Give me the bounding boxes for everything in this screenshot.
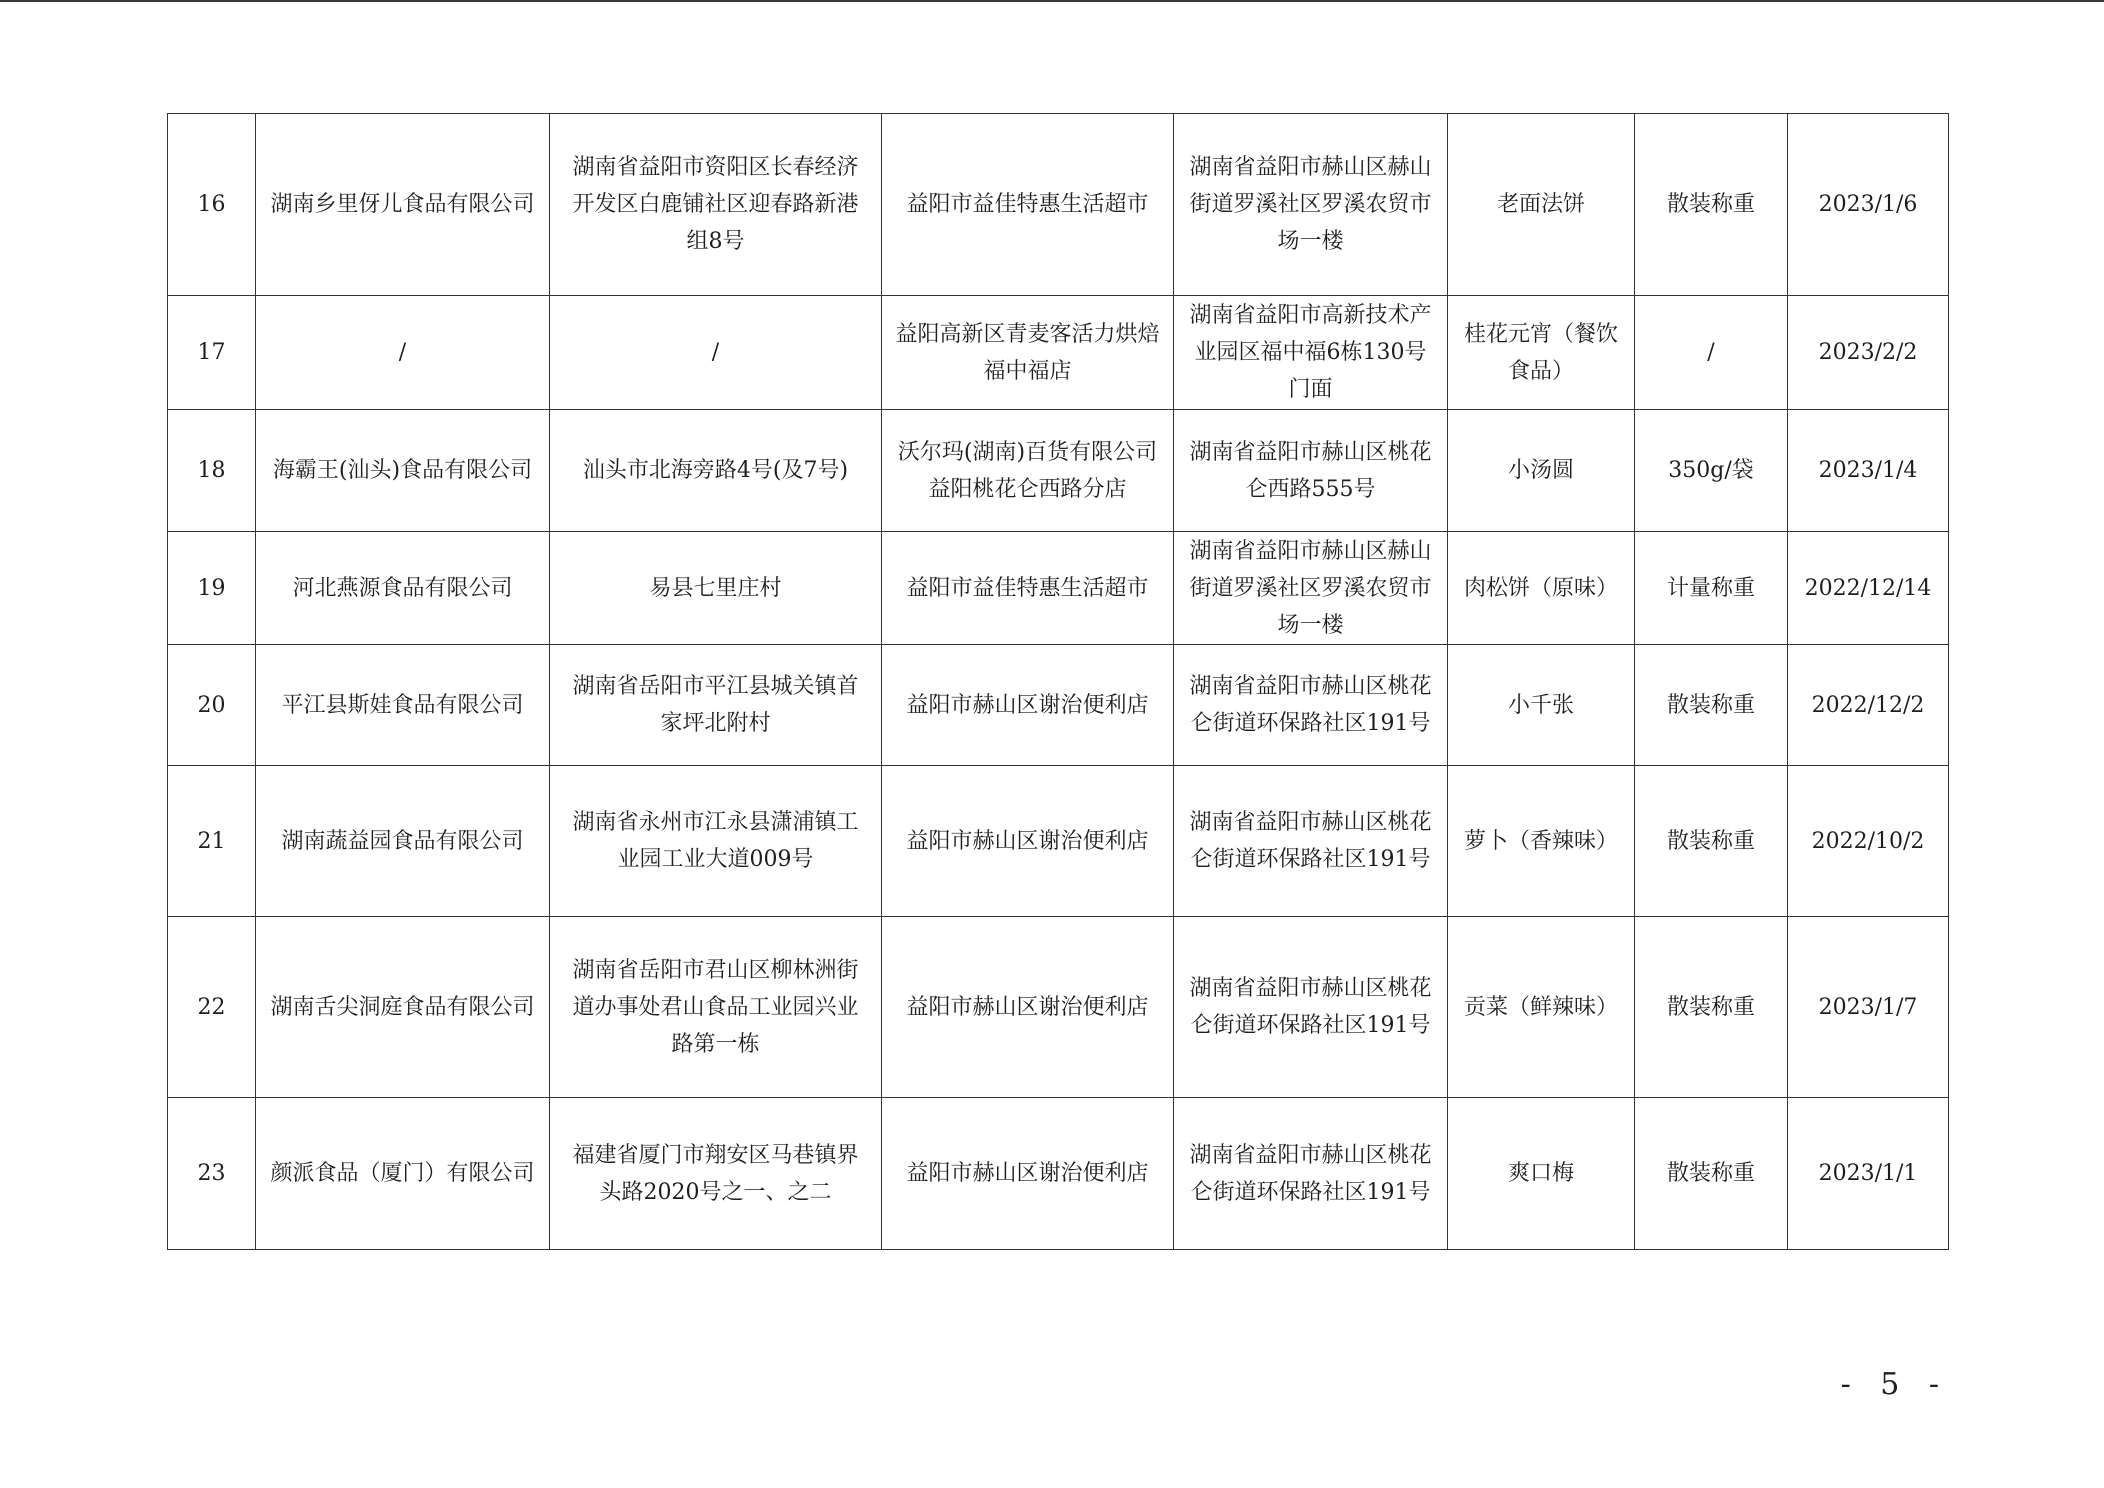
seller-name-cell: 益阳市赫山区谢治便利店 [882,645,1174,766]
table-row [168,766,1949,917]
row-number-cell: 23 [168,1098,256,1250]
seller-name-cell: 益阳市益佳特惠生活超市 [882,114,1174,296]
seller-name-cell: 益阳市益佳特惠生活超市 [882,532,1174,645]
producer-name-cell: 平江县斯娃食品有限公司 [256,645,550,766]
producer-name-cell: 海霸王(汕头)食品有限公司 [256,410,550,532]
producer-name-cell: 湖南舌尖洞庭食品有限公司 [256,917,550,1098]
table-row [168,532,1949,645]
seller-address-cell: 湖南省益阳市赫山区桃花仑西路555号 [1174,410,1448,532]
production-date-cell: 2023/2/2 [1788,296,1949,410]
production-date-cell: 2022/12/14 [1788,532,1949,645]
production-date-cell: 2023/1/1 [1788,1098,1949,1250]
specification-cell: 散装称重 [1635,1098,1788,1250]
producer-address-cell: 福建省厦门市翔安区马巷镇界头路2020号之一、之二 [550,1098,882,1250]
producer-address-cell: 汕头市北海旁路4号(及7号) [550,410,882,532]
producer-address-cell: 湖南省益阳市资阳区长春经济开发区白鹿铺社区迎春路新港组8号 [550,114,882,296]
row-number-cell: 18 [168,410,256,532]
row-number-cell: 19 [168,532,256,645]
producer-name-cell: 湖南乡里伢儿食品有限公司 [256,114,550,296]
production-date-cell: 2022/12/2 [1788,645,1949,766]
product-name-cell: 桂花元宵（餐饮食品） [1448,296,1635,410]
specification-cell: 散装称重 [1635,114,1788,296]
page-number: - 5 - [1840,1367,1949,1402]
production-date-cell: 2023/1/4 [1788,410,1949,532]
seller-name-cell: 益阳市赫山区谢治便利店 [882,1098,1174,1250]
product-name-cell: 萝卜（香辣味） [1448,766,1635,917]
seller-name-cell: 益阳高新区青麦客活力烘焙福中福店 [882,296,1174,410]
producer-address-cell: / [550,296,882,410]
seller-address-cell: 湖南省益阳市高新技术产业园区福中福6栋130号门面 [1174,296,1448,410]
product-name-cell: 小汤圆 [1448,410,1635,532]
seller-address-cell: 湖南省益阳市赫山区桃花仑街道环保路社区191号 [1174,1098,1448,1250]
row-number-cell: 17 [168,296,256,410]
row-number-cell: 22 [168,917,256,1098]
producer-name-cell: / [256,296,550,410]
specification-cell: 散装称重 [1635,766,1788,917]
sampling-results-table [167,113,1949,1250]
producer-address-cell: 湖南省永州市江永县潇浦镇工业园工业大道009号 [550,766,882,917]
seller-name-cell: 益阳市赫山区谢治便利店 [882,766,1174,917]
table-row [168,296,1949,410]
row-number-cell: 20 [168,645,256,766]
table-row [168,114,1949,296]
product-name-cell: 小千张 [1448,645,1635,766]
specification-cell: 散装称重 [1635,645,1788,766]
seller-address-cell: 湖南省益阳市赫山区桃花仑街道环保路社区191号 [1174,917,1448,1098]
seller-address-cell: 湖南省益阳市赫山区桃花仑街道环保路社区191号 [1174,766,1448,917]
producer-name-cell: 湖南蔬益园食品有限公司 [256,766,550,917]
production-date-cell: 2022/10/2 [1788,766,1949,917]
seller-name-cell: 沃尔玛(湖南)百货有限公司益阳桃花仑西路分店 [882,410,1174,532]
specification-cell: / [1635,296,1788,410]
producer-name-cell: 颜派食品（厦门）有限公司 [256,1098,550,1250]
production-date-cell: 2023/1/7 [1788,917,1949,1098]
table-row [168,645,1949,766]
seller-address-cell: 湖南省益阳市赫山区赫山街道罗溪社区罗溪农贸市场一楼 [1174,114,1448,296]
product-name-cell: 老面法饼 [1448,114,1635,296]
table-row [168,917,1949,1098]
producer-address-cell: 湖南省岳阳市君山区柳林洲街道办事处君山食品工业园兴业路第一栋 [550,917,882,1098]
producer-address-cell: 湖南省岳阳市平江县城关镇首家坪北附村 [550,645,882,766]
producer-name-cell: 河北燕源食品有限公司 [256,532,550,645]
producer-address-cell: 易县七里庄村 [550,532,882,645]
seller-address-cell: 湖南省益阳市赫山区桃花仑街道环保路社区191号 [1174,645,1448,766]
production-date-cell: 2023/1/6 [1788,114,1949,296]
row-number-cell: 21 [168,766,256,917]
table-row [168,410,1949,532]
specification-cell: 350g/袋 [1635,410,1788,532]
row-number-cell: 16 [168,114,256,296]
table-row [168,1098,1949,1250]
specification-cell: 计量称重 [1635,532,1788,645]
top-border-line [0,0,2104,2]
product-name-cell: 贡菜（鲜辣味） [1448,917,1635,1098]
product-name-cell: 肉松饼（原味） [1448,532,1635,645]
seller-address-cell: 湖南省益阳市赫山区赫山街道罗溪社区罗溪农贸市场一楼 [1174,532,1448,645]
specification-cell: 散装称重 [1635,917,1788,1098]
product-name-cell: 爽口梅 [1448,1098,1635,1250]
seller-name-cell: 益阳市赫山区谢治便利店 [882,917,1174,1098]
